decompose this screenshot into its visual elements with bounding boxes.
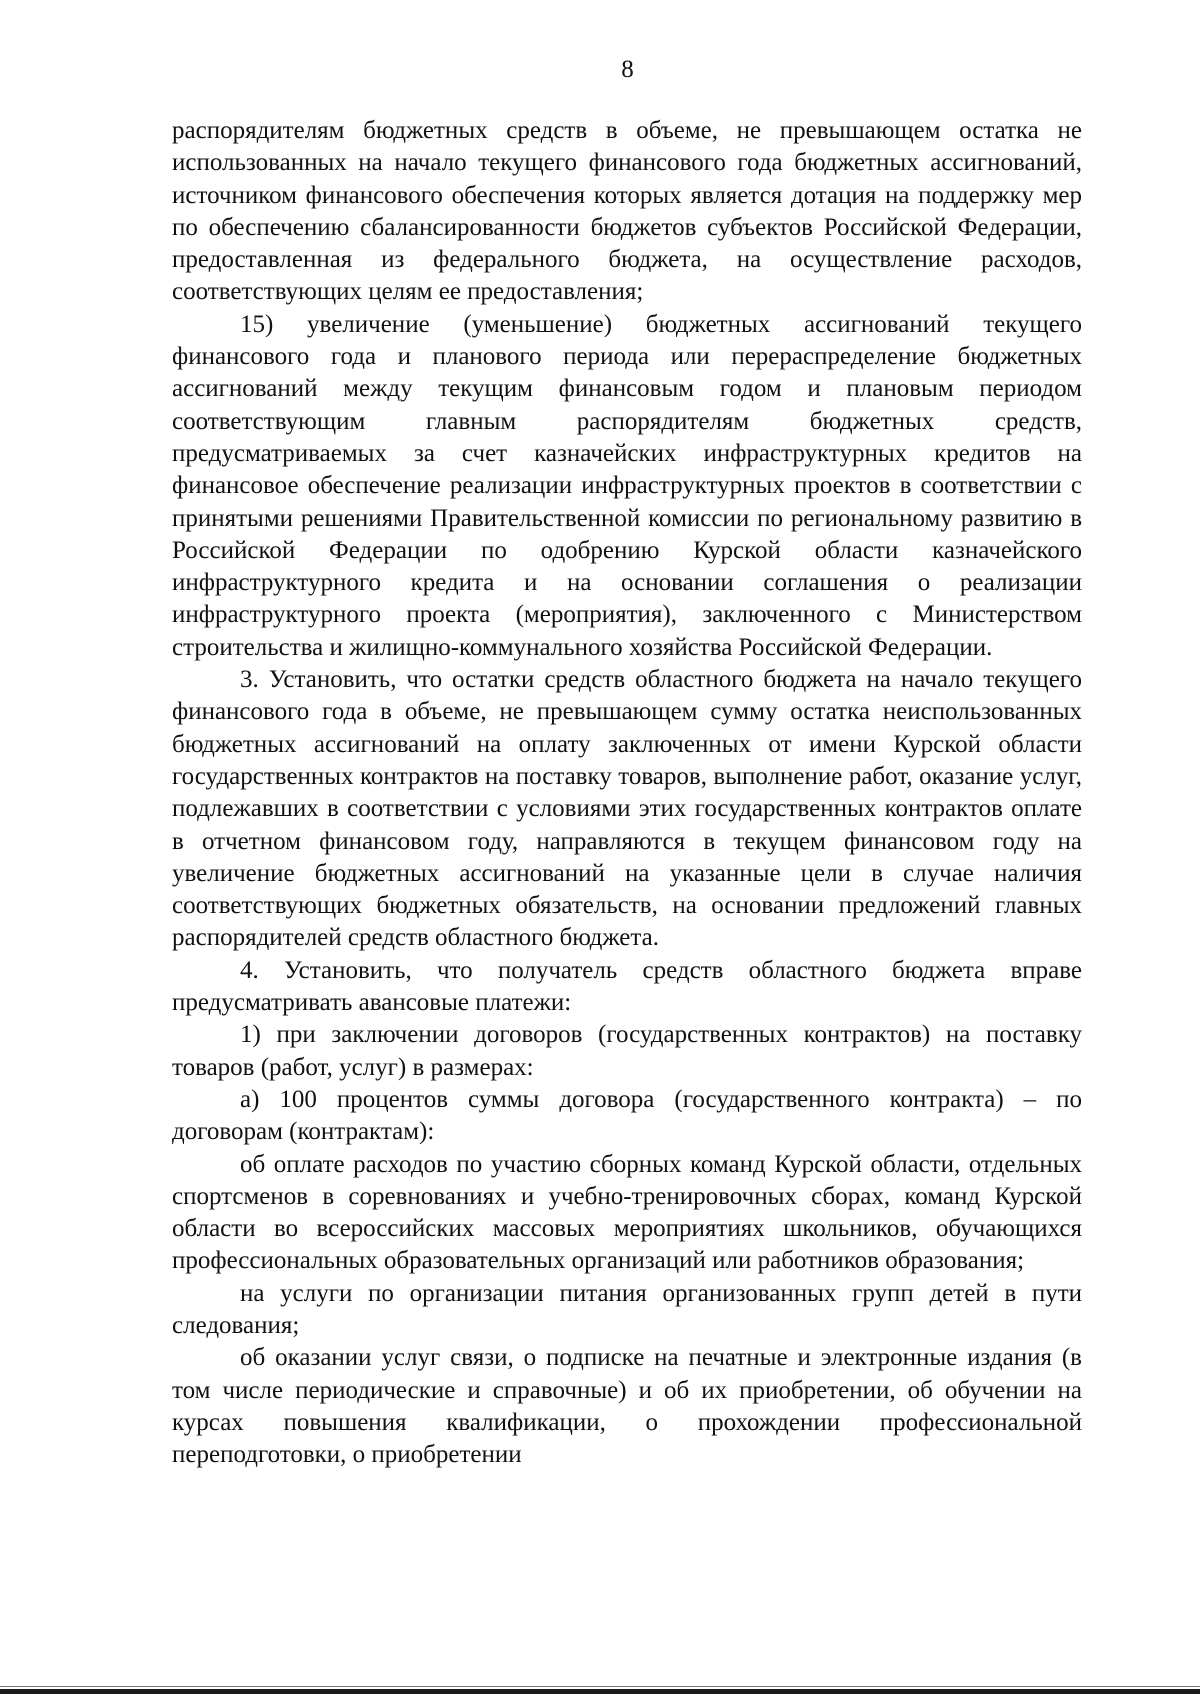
paragraph-item-15: 15) увеличение (уменьшение) бюджетных ассигнований текущего финансового года и планового периода или перераспределение бюджетных ассигнований между текущим финансовым годом и плановым периодом соответствующим главным распорядителям бюджетных средств, предусматриваемых за счет казначейских инфраструктурных кредитов на финансовое обеспечение реализации инфраструктурных проектов в соответствии с принятыми решениями Правительственной комиссии по региональному развитию в Российской Федерации по одобрению Курской области казначейского инфраструктурного кредита и на основании соглашения о реализации инфраструктурного проекта (мероприятия), заключенного с Министерством строительства и жилищно-коммунального хозяйства Российской Федерации. [172,310,1082,661]
paragraph-continuation: распорядителям бюджетных средств в объеме, не превышающем остатка не использованных на начало текущего финансового года бюджетных ассигнований, источником финансового обеспечения которых является дотация на поддержку мер по обеспечению сбалансированности бюджетов субъектов Российской Федерации, предоставленная из федерального бюджета, на осуществление расходов, соответствующих целям ее предоставления; [172,117,1082,306]
paragraph-item-a: а) 100 процентов суммы договора (государственного контракта) – по договорам (контрактам): [172,1085,1082,1146]
paragraph-section-4: 4. Установить, что получатель средств областного бюджета вправе предусматривать авансовые платежи: [172,956,1082,1017]
document-body [172,115,1082,1471]
paragraph-food: на услуги по организации питания организованных групп детей в пути следования; [172,1279,1082,1339]
bottom-rule-thin [0,1686,1200,1687]
paragraph-communications: об оказании услуг связи, о подписке на печатные и электронные издания (в том числе периодические и справочные) и об их приобретении, об обучении на курсах повышения квалификации, о прохождении профессиональной переподготовки, о приобретении [172,1344,1082,1469]
page-number: 8 [621,56,634,83]
paragraph-item-1: 1) при заключении договоров (государственных контрактов) на поставку товаров (работ, услуг) в размерах: [172,1021,1082,1081]
paragraph-sports: об оплате расходов по участию сборных команд Курской области, отдельных спортсменов в соревнованиях и учебно-тренировочных сборах, команд Курской области во всероссийских массовых мероприятиях школьников, обучающихся профессиональных образовательных организаций или работников образования; [172,1150,1082,1275]
paragraph-section-3: 3. Установить, что остатки средств областного бюджета на начало текущего финансового года в объеме, не превышающем сумму остатка неиспользованных бюджетных ассигнований на оплату заключенных от имени Курской области государственных контрактов на поставку товаров, выполнение работ, оказание услуг, подлежавших в соответствии с условиями этих государственных контрактов оплате в отчетном финансовом году, направляются в текущем финансовом году на увеличение бюджетных ассигнований на указанные цели в случае наличия соответствующих бюджетных обязательств, на основании предложений главных распорядителей средств областного бюджета. [172,666,1082,952]
bottom-rule [0,1689,1200,1694]
